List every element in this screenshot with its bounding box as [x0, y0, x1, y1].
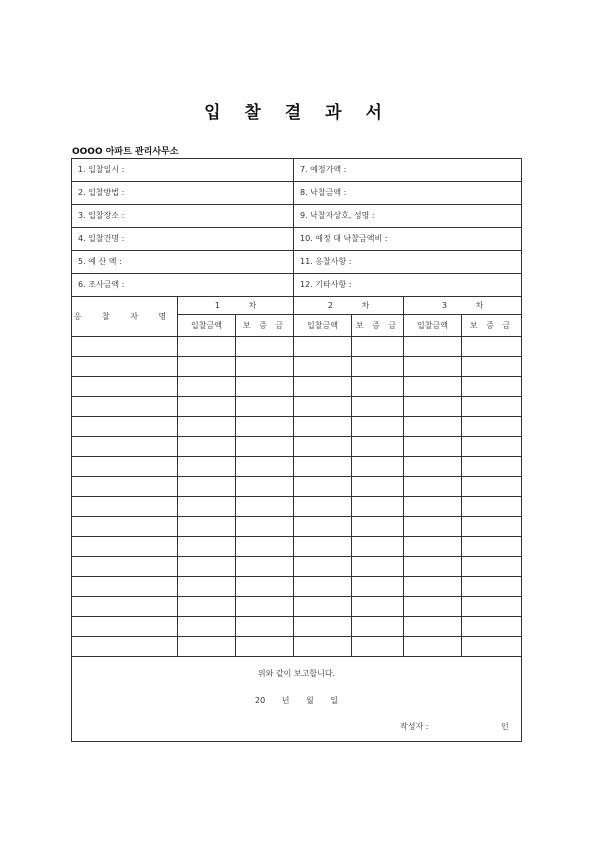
field-bid-subject[interactable]: 4. 입찰건명 : — [72, 228, 294, 250]
writer-label[interactable]: 작성자 : — [400, 722, 429, 731]
bid-entry-cell[interactable] — [178, 517, 236, 537]
bid-result-form — [71, 158, 522, 742]
field-survey-amount[interactable]: 6. 조사금액 : — [72, 274, 294, 296]
bid-entry-cell[interactable] — [352, 477, 404, 497]
bid-entry-cell[interactable] — [294, 417, 352, 437]
bid-entry-cell[interactable] — [352, 537, 404, 557]
bid-entry-cell[interactable] — [352, 417, 404, 437]
bid-entry-cell[interactable] — [352, 637, 404, 657]
bid-entry-cell[interactable] — [294, 337, 352, 357]
bid-entry-cell[interactable] — [462, 577, 521, 597]
bid-entry-cell[interactable] — [236, 517, 294, 537]
bidder-name-cell[interactable] — [72, 337, 178, 357]
bid-entry-cell[interactable] — [178, 617, 236, 637]
field-winning-amount[interactable]: 8. 낙찰금액 : — [300, 188, 347, 197]
bid-entry-cell[interactable] — [178, 337, 236, 357]
bid-entry-cell[interactable] — [294, 597, 352, 617]
field-other-notes[interactable]: 12. 기타사항 : — [300, 280, 352, 289]
bidder-name-cell[interactable] — [72, 577, 178, 597]
bidder-name-cell[interactable] — [72, 437, 178, 457]
bidder-name-cell[interactable] — [72, 517, 178, 537]
bidder-name-cell[interactable] — [72, 617, 178, 637]
field-ratio[interactable]: 10. 예정 대 낙찰금액비 : — [300, 234, 388, 243]
bid-entry-cell[interactable] — [236, 637, 294, 657]
bid-entry-cell[interactable] — [294, 637, 352, 657]
bid-entry-cell[interactable] — [236, 357, 294, 377]
bid-entry-cell[interactable] — [352, 617, 404, 637]
bid-entry-cell[interactable] — [236, 497, 294, 517]
bid-entry-cell[interactable] — [294, 397, 352, 417]
bid-entry-cell[interactable] — [462, 557, 521, 577]
deposit-header: 보 증 금 — [236, 315, 294, 337]
bidder-name-cell[interactable] — [72, 537, 178, 557]
bid-entry-cell[interactable] — [462, 497, 521, 517]
bid-entry-cell[interactable] — [236, 457, 294, 477]
bid-entry-cell[interactable] — [404, 577, 462, 597]
bid-entry-cell[interactable] — [294, 357, 352, 377]
field-bid-datetime[interactable]: 1. 입찰일시 : — [72, 159, 294, 181]
deposit-header: 보 증 금 — [352, 315, 404, 337]
bid-entry-cell[interactable] — [294, 617, 352, 637]
bid-entry-cell[interactable] — [404, 437, 462, 457]
bid-entry-cell[interactable] — [404, 637, 462, 657]
bid-entry-cell[interactable] — [236, 437, 294, 457]
bid-entry-cell[interactable] — [236, 337, 294, 357]
round-2-header: 2 차 — [294, 297, 404, 315]
bid-entry-cell[interactable] — [352, 557, 404, 577]
bid-entry-cell[interactable] — [352, 577, 404, 597]
bid-entry-cell[interactable] — [236, 397, 294, 417]
bid-entry-cell[interactable] — [178, 457, 236, 477]
bid-entry-cell[interactable] — [404, 517, 462, 537]
round-3-header: 3 차 — [404, 297, 521, 315]
bid-entry-cell[interactable] — [352, 377, 404, 397]
field-winner-name[interactable]: 9. 낙찰자상호, 성명 : — [300, 211, 375, 220]
bid-entry-cell[interactable] — [352, 437, 404, 457]
bid-entry-cell[interactable] — [352, 337, 404, 357]
bid-entry-cell[interactable] — [236, 377, 294, 397]
bid-entry-cell[interactable] — [404, 477, 462, 497]
bid-entry-cell[interactable] — [404, 537, 462, 557]
bid-entry-cell[interactable] — [352, 597, 404, 617]
bid-entry-cell[interactable] — [462, 537, 521, 557]
bid-amount-header: 입찰금액 — [294, 315, 352, 337]
bidder-name-cell[interactable] — [72, 357, 178, 377]
bid-entry-cell[interactable] — [462, 617, 521, 637]
bid-entry-cell[interactable] — [462, 437, 521, 457]
bid-entry-cell[interactable] — [236, 617, 294, 637]
bid-entry-cell[interactable] — [462, 417, 521, 437]
bid-entry-cell[interactable] — [404, 497, 462, 517]
info-row — [72, 205, 521, 228]
bid-entry-cell[interactable] — [178, 357, 236, 377]
field-bid-location[interactable]: 3. 입찰장소 : — [72, 205, 294, 227]
bid-entry-cell[interactable] — [352, 497, 404, 517]
office-name: OOOO 아파트 관리사무소 — [72, 147, 179, 157]
bid-entry-cell[interactable] — [462, 397, 521, 417]
report-statement: 위와 같이 보고합니다. — [257, 669, 336, 678]
bid-entry-cell[interactable] — [294, 537, 352, 557]
bid-entry-cell[interactable] — [294, 577, 352, 597]
report-date[interactable]: 20 년 월 일 — [255, 696, 338, 705]
info-row — [72, 159, 521, 182]
bid-entry-cell[interactable] — [236, 537, 294, 557]
bid-entry-cell[interactable] — [404, 617, 462, 637]
bidder-name-header: 응 찰 자 명 — [72, 297, 178, 337]
bid-entry-cell[interactable] — [178, 497, 236, 517]
bid-entry-cell[interactable] — [404, 357, 462, 377]
bid-entry-cell[interactable] — [462, 337, 521, 357]
bid-entry-cell[interactable] — [178, 537, 236, 557]
bid-entry-cell[interactable] — [294, 377, 352, 397]
bid-entry-cell[interactable] — [294, 457, 352, 477]
bidder-name-cell[interactable] — [72, 397, 178, 417]
bid-entry-cell[interactable] — [294, 437, 352, 457]
bid-entry-cell[interactable] — [294, 497, 352, 517]
bid-entry-cell[interactable] — [178, 557, 236, 577]
bid-entry-cell[interactable] — [236, 417, 294, 437]
bid-entry-cell[interactable] — [236, 557, 294, 577]
bid-entry-cell[interactable] — [462, 357, 521, 377]
bidder-name-cell[interactable] — [72, 417, 178, 437]
bid-entry-cell[interactable] — [178, 597, 236, 617]
bid-entry-cell[interactable] — [178, 417, 236, 437]
bid-entry-cell[interactable] — [294, 557, 352, 577]
bid-entry-cell[interactable] — [462, 377, 521, 397]
bidder-table — [72, 297, 521, 657]
bid-entry-cell[interactable] — [178, 637, 236, 657]
bid-entry-cell[interactable] — [352, 397, 404, 417]
report-footer — [72, 657, 521, 741]
bid-entry-cell[interactable] — [404, 557, 462, 577]
bidder-name-cell[interactable] — [72, 497, 178, 517]
bid-entry-cell[interactable] — [352, 357, 404, 377]
bid-entry-cell[interactable] — [462, 457, 521, 477]
bid-entry-cell[interactable] — [236, 577, 294, 597]
bid-entry-cell[interactable] — [404, 597, 462, 617]
bid-entry-cell[interactable] — [404, 337, 462, 357]
bid-entry-cell[interactable] — [404, 417, 462, 437]
seal-mark: 인 — [501, 722, 509, 731]
bid-entry-cell[interactable] — [178, 397, 236, 417]
bid-entry-cell[interactable] — [404, 377, 462, 397]
bid-entry-cell[interactable] — [294, 517, 352, 537]
bid-entry-cell[interactable] — [178, 377, 236, 397]
bid-entry-cell[interactable] — [352, 517, 404, 537]
field-estimated-price[interactable]: 7. 예정가액 : — [300, 165, 347, 174]
bid-entry-cell[interactable] — [236, 477, 294, 497]
bid-entry-cell[interactable] — [404, 397, 462, 417]
bid-amount-header: 입찰금액 — [178, 315, 236, 337]
bidder-name-cell[interactable] — [72, 377, 178, 397]
bid-entry-cell[interactable] — [178, 437, 236, 457]
bidder-name-cell[interactable] — [72, 597, 178, 617]
bid-entry-cell[interactable] — [462, 597, 521, 617]
bid-entry-cell[interactable] — [352, 457, 404, 477]
field-bid-status[interactable]: 11. 응찰사항 : — [300, 257, 352, 266]
field-budget[interactable]: 5. 예 산 액 : — [72, 251, 294, 273]
info-row — [72, 182, 521, 205]
info-row — [72, 251, 521, 274]
deposit-header: 보 증 금 — [462, 315, 521, 337]
bidder-name-cell[interactable] — [72, 557, 178, 577]
info-row — [72, 274, 521, 297]
bid-amount-header: 입찰금액 — [404, 315, 462, 337]
bid-entry-cell[interactable] — [178, 477, 236, 497]
bid-entry-cell[interactable] — [178, 577, 236, 597]
bid-entry-cell[interactable] — [462, 477, 521, 497]
info-row — [72, 228, 521, 251]
bid-entry-cell[interactable] — [462, 517, 521, 537]
bidder-name-cell[interactable] — [72, 457, 178, 477]
field-bid-method[interactable]: 2. 입찰방법 : — [72, 182, 294, 204]
bid-entry-cell[interactable] — [404, 457, 462, 477]
bid-entry-cell[interactable] — [462, 637, 521, 657]
bidder-name-cell[interactable] — [72, 637, 178, 657]
bid-entry-cell[interactable] — [294, 477, 352, 497]
round-1-header: 1 차 — [178, 297, 294, 315]
bidder-name-cell[interactable] — [72, 477, 178, 497]
bid-entry-cell[interactable] — [236, 597, 294, 617]
document-title: 입 찰 결 과 서 — [204, 103, 391, 123]
